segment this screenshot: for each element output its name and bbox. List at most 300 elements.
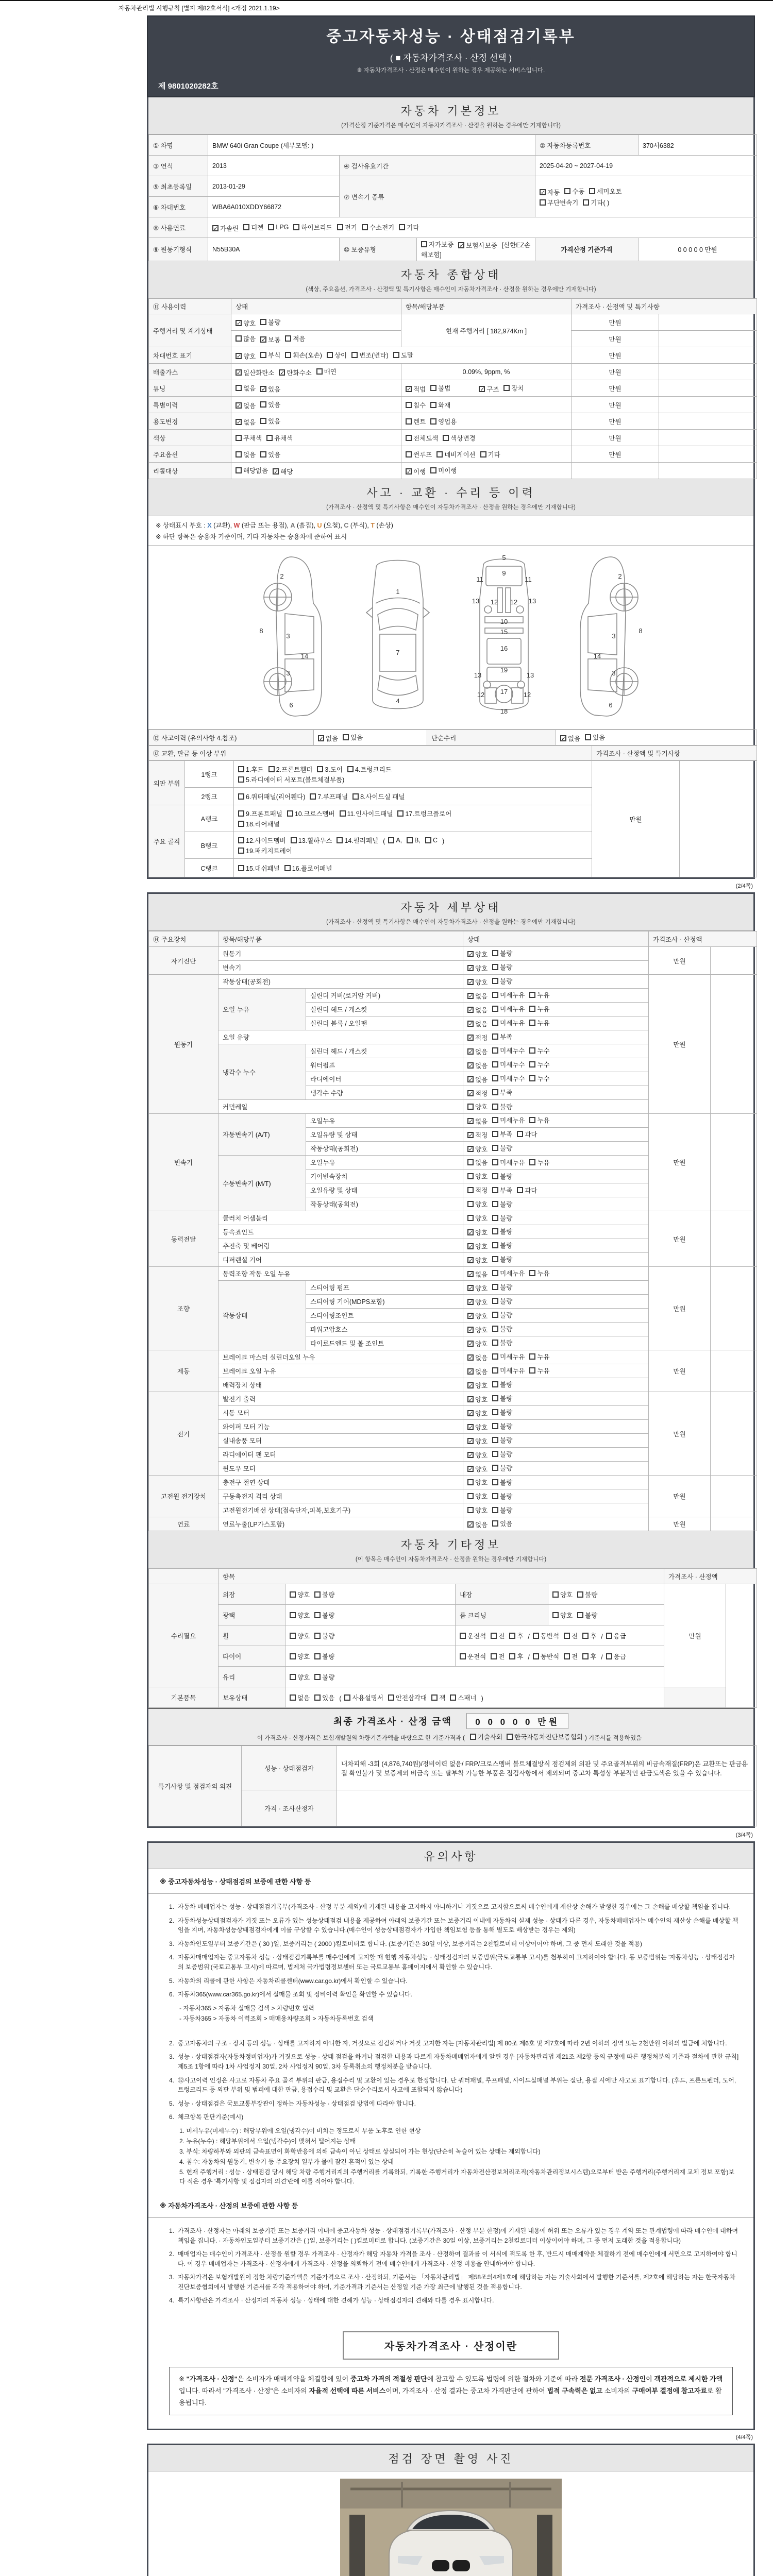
checkbox[interactable]	[450, 1693, 476, 1702]
checkbox[interactable]	[430, 417, 457, 426]
checkbox[interactable]	[577, 1590, 597, 1599]
checkbox[interactable]	[492, 1463, 512, 1472]
checkbox-checked[interactable]	[467, 1019, 488, 1028]
item-label	[219, 1476, 463, 1489]
checkbox[interactable]	[314, 1611, 334, 1620]
checkbox[interactable]	[238, 846, 292, 855]
checkbox-label: 보통	[268, 336, 281, 344]
checkbox[interactable]	[337, 223, 357, 232]
checkbox[interactable]	[314, 1693, 334, 1702]
checkbox[interactable]	[492, 1492, 512, 1501]
checkbox[interactable]	[606, 1631, 626, 1640]
checkbox[interactable]	[327, 350, 347, 360]
reg-no-value	[638, 135, 757, 156]
item-state	[463, 1058, 649, 1072]
checkbox-checked[interactable]	[236, 417, 256, 427]
checkbox[interactable]	[343, 733, 363, 742]
checkbox[interactable]	[467, 1478, 488, 1487]
checkbox[interactable]	[492, 1380, 512, 1389]
checkbox[interactable]	[480, 450, 500, 459]
checkbox[interactable]	[340, 809, 393, 818]
rank1-label-text: 1랭크	[201, 771, 217, 778]
checkbox-group	[467, 1020, 554, 1027]
checkbox-box	[260, 418, 266, 424]
checkbox[interactable]	[492, 1060, 525, 1069]
checkbox[interactable]	[492, 1449, 512, 1459]
checkbox[interactable]	[290, 1611, 310, 1620]
diagram-part-number: 12	[490, 598, 498, 606]
checkbox[interactable]	[314, 1590, 334, 1599]
checkbox[interactable]	[492, 1478, 512, 1487]
checkbox[interactable]	[606, 1652, 626, 1661]
checkbox-checked[interactable]	[236, 351, 256, 361]
checkbox[interactable]	[467, 1172, 488, 1181]
checkbox-box	[529, 1353, 535, 1360]
checkbox[interactable]	[492, 1394, 512, 1403]
checkbox[interactable]	[467, 1213, 488, 1223]
checkbox[interactable]	[467, 1199, 488, 1209]
checkbox-checked[interactable]	[467, 1144, 488, 1154]
checkbox[interactable]	[585, 733, 605, 742]
checkbox-checked[interactable]	[467, 1381, 488, 1390]
checkbox[interactable]	[238, 765, 264, 774]
checkbox-box	[260, 352, 266, 358]
checkbox-checked[interactable]	[540, 188, 560, 197]
checkbox[interactable]	[583, 198, 609, 207]
checkbox[interactable]	[430, 383, 450, 393]
checkbox[interactable]	[406, 450, 432, 459]
checkbox[interactable]	[406, 417, 426, 426]
checkbox-label: 없음	[475, 1021, 488, 1028]
item-state	[463, 1003, 649, 1016]
checkbox-checked[interactable]	[467, 1325, 488, 1334]
checkbox[interactable]	[492, 1241, 512, 1250]
checkbox-checked[interactable]	[212, 224, 239, 233]
checkbox[interactable]	[351, 350, 389, 360]
checkbox[interactable]	[314, 1672, 334, 1682]
checkbox[interactable]	[492, 1282, 512, 1292]
checkbox-checked[interactable]	[273, 467, 293, 476]
checkbox[interactable]	[317, 765, 343, 774]
checkbox[interactable]	[492, 1046, 525, 1055]
checkbox-checked[interactable]	[467, 1283, 488, 1293]
checkbox[interactable]	[492, 1268, 525, 1278]
checkbox[interactable]	[529, 1352, 549, 1361]
checkbox[interactable]	[529, 1366, 549, 1375]
checkbox-checked[interactable]	[406, 384, 426, 394]
cell	[659, 380, 757, 397]
checkbox[interactable]	[529, 1115, 549, 1125]
checkbox[interactable]	[290, 1590, 310, 1599]
checkbox-checked[interactable]	[467, 1311, 488, 1320]
checkbox[interactable]	[290, 1631, 310, 1640]
checkbox-box	[406, 451, 412, 457]
checkbox[interactable]	[552, 1611, 573, 1620]
section-box-1	[147, 97, 755, 879]
checkbox-checked[interactable]	[467, 1436, 488, 1446]
checkbox[interactable]	[388, 837, 402, 844]
accident-history-header	[148, 479, 753, 516]
checkbox[interactable]	[533, 1652, 559, 1661]
checkbox-label: 양호	[475, 1146, 488, 1153]
checkbox[interactable]	[236, 334, 256, 343]
checkbox[interactable]	[362, 223, 394, 232]
checkbox[interactable]	[529, 1004, 549, 1013]
checkbox-label: 전	[572, 1632, 578, 1640]
checkbox-checked[interactable]	[236, 318, 256, 328]
checkbox-label: 양호	[475, 1313, 488, 1320]
checkbox-checked[interactable]	[318, 734, 338, 743]
checkbox[interactable]	[238, 792, 305, 801]
checkbox-box	[314, 1591, 321, 1598]
checkbox[interactable]	[314, 1631, 334, 1640]
item-state	[463, 1448, 649, 1462]
checkbox-checked[interactable]	[467, 1116, 488, 1126]
checkbox[interactable]	[492, 1310, 512, 1319]
checkbox-label: 누유	[537, 1367, 550, 1375]
checkbox[interactable]	[238, 819, 280, 828]
checkbox[interactable]	[492, 1366, 525, 1375]
checkbox-checked[interactable]	[467, 1005, 488, 1014]
checkbox-label: 없음	[475, 1118, 488, 1125]
checkbox[interactable]	[467, 1492, 488, 1501]
checkbox[interactable]	[310, 792, 348, 801]
checkbox[interactable]	[430, 400, 450, 410]
checkbox[interactable]	[564, 187, 584, 196]
checkbox[interactable]	[337, 836, 378, 845]
checkbox[interactable]	[517, 1129, 537, 1139]
checkbox[interactable]	[492, 1296, 512, 1306]
car-name-value-text: BMW 640i Gran Coupe (세부모델: )	[212, 142, 314, 149]
checkbox-label: 동반석	[540, 1653, 560, 1660]
checkbox[interactable]	[284, 863, 332, 873]
checkbox-box	[406, 435, 412, 441]
checkbox[interactable]	[540, 198, 578, 207]
checkbox[interactable]	[260, 317, 280, 327]
checkbox[interactable]	[492, 1172, 512, 1181]
checkbox-label: 양호	[475, 1410, 488, 1417]
cell	[285, 1584, 456, 1605]
checkbox[interactable]	[492, 962, 512, 972]
checkbox[interactable]	[460, 1631, 486, 1640]
checkbox[interactable]	[529, 990, 549, 999]
checkbox-group	[238, 821, 284, 828]
checkbox-box	[314, 1694, 321, 1701]
checkbox[interactable]	[260, 416, 280, 426]
checkbox[interactable]	[287, 809, 335, 818]
checkbox-checked[interactable]	[467, 1297, 488, 1307]
checkbox[interactable]	[589, 187, 621, 196]
checkbox[interactable]	[492, 1408, 512, 1417]
checkbox[interactable]	[406, 433, 438, 443]
checkbox[interactable]	[492, 1324, 512, 1333]
checkbox[interactable]	[492, 1227, 512, 1236]
item-label	[306, 1281, 463, 1295]
checkbox[interactable]	[577, 1611, 597, 1620]
checkbox[interactable]	[467, 1102, 488, 1111]
checkbox-checked[interactable]	[467, 1520, 488, 1529]
checkbox[interactable]	[421, 240, 453, 249]
checkbox[interactable]	[492, 1213, 512, 1223]
checkbox[interactable]	[492, 1143, 512, 1153]
checkbox[interactable]	[268, 765, 313, 774]
checkbox-checked[interactable]	[467, 1242, 488, 1251]
checkbox[interactable]	[492, 1004, 525, 1013]
checkbox[interactable]	[425, 837, 438, 844]
checkbox[interactable]	[564, 1631, 578, 1640]
checkbox-checked[interactable]	[279, 368, 311, 377]
checkbox-checked[interactable]	[467, 1339, 488, 1348]
checkbox[interactable]	[436, 450, 475, 459]
notice-item-number: 4.	[169, 1954, 174, 1961]
price-value-cell	[711, 1350, 757, 1392]
checkbox[interactable]	[491, 1652, 505, 1661]
checkbox[interactable]	[492, 948, 512, 958]
checkbox-checked[interactable]	[467, 1269, 488, 1279]
checkbox[interactable]	[492, 1158, 525, 1167]
checkbox-checked[interactable]	[467, 1130, 488, 1140]
checkbox[interactable]	[492, 1255, 512, 1264]
checkbox[interactable]	[260, 450, 280, 459]
overall-state-table	[148, 298, 753, 479]
price-cell-text: 만원	[673, 1368, 686, 1375]
checkbox[interactable]	[291, 836, 332, 845]
checkbox-checked[interactable]	[260, 335, 280, 344]
checkbox-checked[interactable]	[467, 977, 488, 987]
checkbox[interactable]	[388, 1693, 427, 1702]
checkbox-checked[interactable]	[467, 1061, 488, 1070]
checkbox[interactable]	[238, 863, 280, 873]
checkbox[interactable]	[293, 223, 332, 232]
accident-history-title: 사고 · 교환 · 수리 등 이력	[366, 486, 535, 499]
checkbox[interactable]	[509, 1652, 523, 1661]
item-label-text: 커먼레일	[223, 1104, 248, 1111]
checkbox[interactable]	[533, 1631, 559, 1640]
notice-list	[148, 2030, 753, 2193]
checkbox-label: 19.패키지트레이	[246, 847, 292, 855]
item-state	[463, 1406, 649, 1420]
checkbox[interactable]	[238, 809, 282, 818]
checkbox[interactable]	[492, 1129, 512, 1139]
checkbox-box	[406, 402, 412, 408]
table-row	[149, 730, 757, 745]
repair-needed-label-text: 수리필요	[171, 1632, 196, 1640]
inline-text: [신한EZ손해보험]	[421, 242, 531, 259]
cell-text: 만원	[609, 335, 621, 343]
checkbox-checked[interactable]	[467, 1464, 488, 1473]
checkbox[interactable]	[406, 400, 426, 410]
checkbox[interactable]	[492, 1505, 512, 1515]
checkbox[interactable]	[268, 224, 289, 231]
checkbox-box	[492, 1020, 498, 1026]
checkbox[interactable]	[492, 1032, 512, 1041]
rankA-label	[185, 805, 234, 832]
checkbox-checked[interactable]	[467, 1075, 488, 1084]
item-label-text: 배력장치 상태	[223, 1382, 262, 1389]
checkbox[interactable]	[492, 1338, 512, 1347]
checkbox[interactable]	[492, 1018, 525, 1027]
checkbox[interactable]	[393, 350, 413, 360]
checkbox[interactable]	[266, 433, 293, 443]
checkbox[interactable]	[467, 1505, 488, 1515]
checkbox[interactable]	[236, 433, 262, 443]
checkbox-box	[430, 418, 436, 425]
checkbox[interactable]	[529, 1074, 549, 1083]
checkbox[interactable]	[316, 367, 337, 376]
explain-bold-segment: 객관적으로 제시한 가액	[654, 2375, 723, 2383]
rankB-label-text: B랭크	[200, 842, 218, 850]
checkbox[interactable]	[260, 400, 280, 409]
checkbox-checked[interactable]	[467, 1089, 488, 1098]
checkbox[interactable]	[430, 466, 457, 475]
price-value-cell	[711, 1114, 757, 1211]
checkbox-checked[interactable]	[467, 1256, 488, 1265]
checkbox[interactable]	[491, 1631, 505, 1640]
checkbox[interactable]	[470, 1732, 502, 1741]
item-label-text: 실린더 블록 / 오일팬	[310, 1020, 367, 1027]
checkbox[interactable]	[492, 1435, 512, 1445]
checkbox[interactable]	[492, 1352, 525, 1361]
checkbox[interactable]	[529, 1060, 549, 1069]
checkbox-label: 스패너	[458, 1694, 477, 1702]
checkbox[interactable]	[529, 1158, 549, 1167]
diagram-part-number: 7	[396, 649, 400, 656]
checkbox[interactable]	[492, 1519, 512, 1528]
checkbox-checked[interactable]	[406, 467, 426, 476]
checkbox[interactable]	[236, 383, 256, 393]
checkbox-checked[interactable]	[467, 1450, 488, 1460]
checkbox[interactable]	[314, 1652, 334, 1661]
checkbox[interactable]	[492, 1074, 525, 1083]
checkbox-checked[interactable]	[236, 368, 274, 377]
checkbox-checked[interactable]	[236, 401, 256, 410]
detail-state-table	[148, 931, 753, 1531]
status-code-letter: T	[371, 522, 375, 529]
checkbox-checked[interactable]	[467, 1367, 488, 1376]
device-group-label-text: 변속기	[174, 1159, 193, 1166]
status-code-letter: W	[233, 522, 240, 529]
checkbox[interactable]	[492, 1115, 525, 1125]
checkbox[interactable]	[236, 466, 268, 475]
checkbox[interactable]	[467, 1158, 488, 1167]
checkbox[interactable]	[582, 1631, 596, 1640]
checkbox-checked[interactable]	[467, 1353, 488, 1362]
checkbox[interactable]	[517, 1185, 537, 1195]
checkbox-group	[236, 418, 285, 426]
simple-repair-label-text: 단순수리	[431, 734, 457, 742]
checkbox-checked[interactable]	[560, 734, 580, 743]
checkbox[interactable]	[467, 1185, 488, 1195]
checkbox-label: 전	[498, 1653, 505, 1660]
device-sub-label	[219, 1281, 306, 1350]
checkbox[interactable]	[407, 837, 421, 844]
checkbox[interactable]	[529, 1046, 549, 1055]
checkbox[interactable]	[285, 334, 305, 343]
checkbox[interactable]	[492, 1102, 512, 1111]
checkbox[interactable]	[397, 809, 451, 818]
checkbox[interactable]	[290, 1652, 310, 1661]
checkbox[interactable]	[507, 1732, 583, 1741]
checkbox-checked[interactable]	[467, 1409, 488, 1418]
notice-item	[162, 1916, 740, 1935]
price-value-cell	[711, 1392, 757, 1476]
checkbox[interactable]	[492, 1421, 512, 1431]
checkbox[interactable]	[492, 976, 512, 986]
checkbox-checked[interactable]	[467, 963, 488, 973]
checkbox-checked[interactable]	[467, 991, 488, 1001]
checkbox[interactable]	[347, 765, 392, 774]
checkbox[interactable]	[529, 1268, 549, 1278]
field-label-fuel-text: ⑧ 사용연료	[153, 224, 186, 232]
table-row	[149, 176, 757, 197]
checkbox[interactable]	[290, 1693, 310, 1702]
inline-text: (	[339, 1694, 342, 1702]
simple-repair-label	[427, 730, 556, 745]
checkbox-box: ✓	[468, 1341, 474, 1347]
price-value-cell	[711, 947, 757, 975]
checkbox-checked[interactable]	[467, 950, 488, 959]
checkbox[interactable]	[460, 1652, 486, 1661]
checkbox[interactable]	[492, 1199, 512, 1209]
checkbox-box	[314, 1612, 321, 1618]
checkbox[interactable]	[238, 775, 344, 784]
checkbox-checked[interactable]	[467, 1228, 488, 1237]
checkbox-checked[interactable]	[467, 1047, 488, 1056]
checkbox-group	[467, 1243, 517, 1250]
item-state	[463, 1323, 649, 1336]
checkbox-checked[interactable]	[467, 1395, 488, 1404]
checkbox-checked[interactable]	[458, 241, 497, 250]
checkbox[interactable]	[285, 350, 322, 360]
checkbox[interactable]	[238, 836, 286, 845]
checkbox[interactable]	[492, 990, 525, 999]
checkbox-checked[interactable]	[260, 384, 280, 394]
checkbox[interactable]	[399, 223, 419, 232]
checkbox-checked[interactable]	[467, 1033, 488, 1042]
checkbox[interactable]	[552, 1590, 573, 1599]
checkbox[interactable]	[564, 1652, 578, 1661]
checkbox[interactable]	[509, 1631, 523, 1640]
checkbox-group	[212, 225, 424, 232]
checkbox[interactable]	[290, 1672, 310, 1682]
checkbox[interactable]	[492, 1088, 512, 1097]
checkbox[interactable]	[260, 350, 280, 360]
checkbox[interactable]	[243, 223, 263, 232]
checkbox[interactable]	[529, 1018, 549, 1027]
checkbox-group	[467, 1034, 517, 1041]
checkbox[interactable]	[503, 383, 524, 393]
checkbox[interactable]	[431, 1693, 445, 1702]
checkbox[interactable]	[492, 1185, 512, 1195]
checkbox[interactable]	[344, 1693, 383, 1702]
checkbox[interactable]	[582, 1652, 596, 1661]
checkbox-label: 없음	[475, 993, 488, 1000]
cell	[572, 299, 757, 314]
item-label	[219, 1489, 463, 1503]
checkbox-checked[interactable]	[467, 1422, 488, 1432]
checkbox[interactable]	[443, 433, 475, 443]
checkbox-checked[interactable]	[479, 384, 499, 394]
item-state	[463, 1170, 649, 1183]
notice-item-number: 6.	[169, 1991, 174, 1998]
checkbox-box	[492, 1312, 498, 1318]
checkbox-box	[460, 1653, 466, 1659]
checkbox-group	[467, 1104, 517, 1111]
checkbox[interactable]	[352, 792, 405, 801]
checkbox[interactable]	[236, 450, 256, 459]
diagram-part-number: 2	[618, 572, 622, 580]
cell	[234, 805, 592, 832]
